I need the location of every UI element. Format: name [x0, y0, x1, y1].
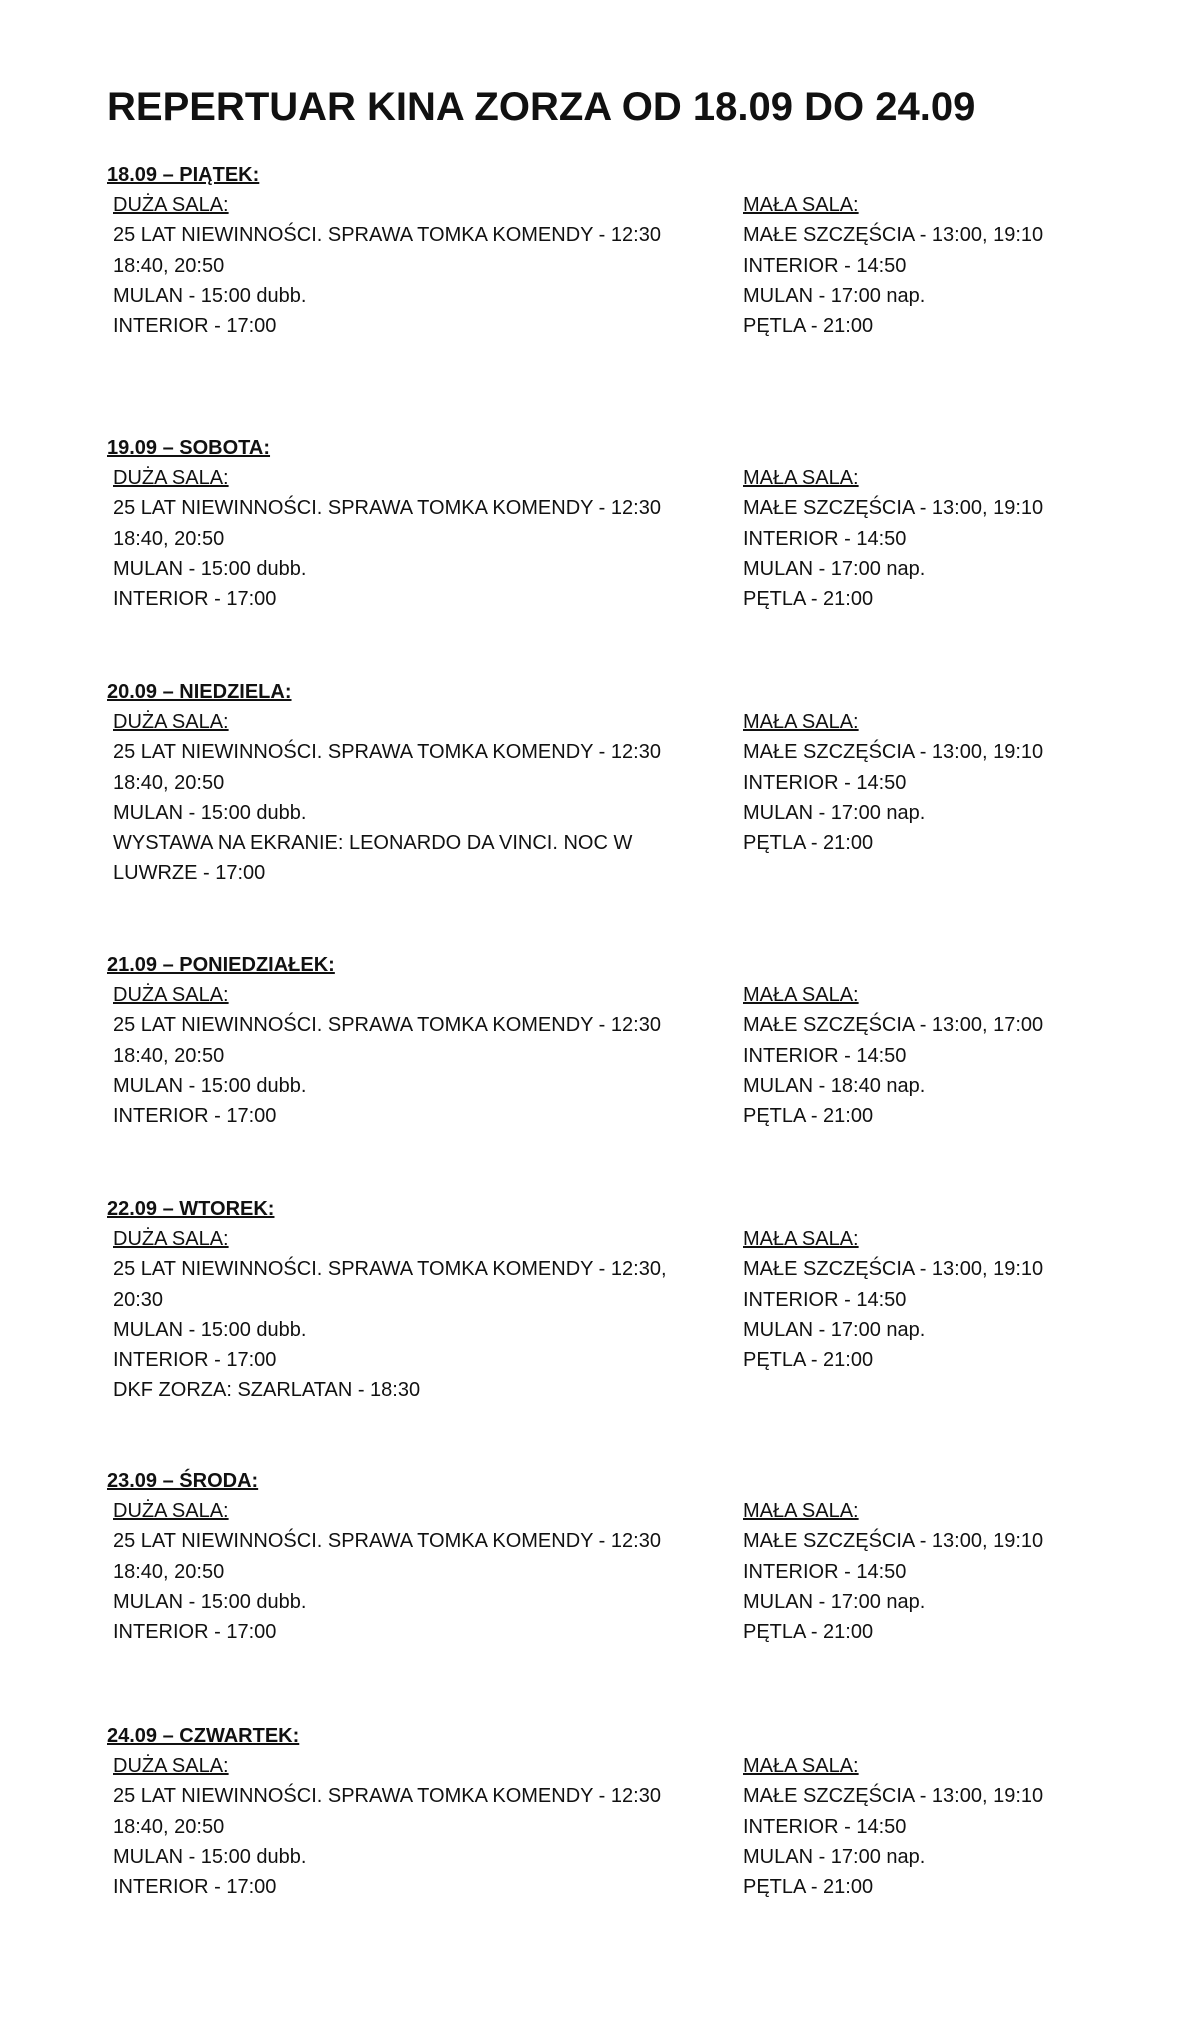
screening-line: INTERIOR - 14:50 — [743, 1288, 907, 1311]
day-heading: 21.09 – PONIEDZIAŁEK: — [107, 954, 335, 976]
screening-line: 25 LAT NIEWINNOŚCI. SPRAWA TOMKA KOMENDY - 12:30 — [113, 497, 661, 520]
screening-line: MAŁE SZCZĘŚCIA - 13:00, 19:10 — [743, 224, 1044, 247]
screening-line: 18:40, 20:50 — [113, 254, 225, 277]
large-hall-schedule — [113, 1496, 713, 1647]
screening-line: MAŁE SZCZĘŚCIA - 13:00, 19:10 — [743, 1785, 1044, 1808]
screening-line: MULAN - 15:00 dubb. — [113, 1074, 307, 1097]
large-hall-schedule — [113, 1224, 713, 1406]
screening-line: PĘTLA - 21:00 — [743, 832, 874, 855]
screening-line: INTERIOR - 14:50 — [743, 254, 907, 277]
large-hall-title: DUŻA SALA: — [113, 194, 229, 216]
screening-line: 18:40, 20:50 — [113, 1815, 225, 1838]
large-hall-title: DUŻA SALA: — [113, 984, 229, 1006]
day-heading: 20.09 – NIEDZIELA: — [107, 681, 292, 703]
screening-line: 18:40, 20:50 — [113, 771, 225, 794]
day-section — [107, 433, 1107, 623]
screening-line: 20:30 — [113, 1288, 164, 1311]
small-hall-schedule — [743, 980, 1103, 1131]
screening-line: MAŁE SZCZĘŚCIA - 13:00, 19:10 — [743, 741, 1044, 764]
screening-line: MULAN - 15:00 dubb. — [113, 557, 307, 580]
screening-line: PĘTLA - 21:00 — [743, 1349, 874, 1372]
screening-line: PĘTLA - 21:00 — [743, 1621, 874, 1644]
large-hall-schedule — [113, 463, 713, 614]
screening-line: MULAN - 17:00 nap. — [743, 284, 926, 307]
screening-line: MULAN - 15:00 dubb. — [113, 284, 307, 307]
screening-line: 25 LAT NIEWINNOŚCI. SPRAWA TOMKA KOMENDY - 12:30 — [113, 1014, 661, 1037]
screening-line: LUWRZE - 17:00 — [113, 862, 266, 885]
screening-line: 25 LAT NIEWINNOŚCI. SPRAWA TOMKA KOMENDY - 12:30 — [113, 1785, 661, 1808]
small-hall-title: MAŁA SALA: — [743, 1500, 859, 1522]
day-heading: 24.09 – CZWARTEK: — [107, 1725, 300, 1747]
screening-line: 25 LAT NIEWINNOŚCI. SPRAWA TOMKA KOMENDY - 12:30 — [113, 1530, 661, 1553]
small-hall-title: MAŁA SALA: — [743, 1228, 859, 1250]
screening-line: 18:40, 20:50 — [113, 1560, 225, 1583]
screening-line: INTERIOR - 17:00 — [113, 1349, 277, 1372]
day-heading: 23.09 – ŚRODA: — [107, 1470, 259, 1492]
screening-line: 25 LAT NIEWINNOŚCI. SPRAWA TOMKA KOMENDY - 12:30 — [113, 741, 661, 764]
screening-line: INTERIOR - 17:00 — [113, 315, 277, 338]
screening-line: PĘTLA - 21:00 — [743, 1876, 874, 1899]
screening-line: PĘTLA - 21:00 — [743, 588, 874, 611]
screening-line: MULAN - 15:00 dubb. — [113, 801, 307, 824]
small-hall-schedule — [743, 1496, 1103, 1647]
small-hall-title: MAŁA SALA: — [743, 1755, 859, 1777]
screening-line: MULAN - 18:40 nap. — [743, 1074, 926, 1097]
screening-line: MULAN - 17:00 nap. — [743, 1318, 926, 1341]
screening-line: MAŁE SZCZĘŚCIA - 13:00, 19:10 — [743, 1258, 1044, 1281]
large-hall-title: DUŻA SALA: — [113, 1228, 229, 1250]
large-hall-schedule — [113, 190, 713, 341]
screening-line: MULAN - 15:00 dubb. — [113, 1845, 307, 1868]
screening-line: DKF ZORZA: SZARLATAN - 18:30 — [113, 1379, 421, 1402]
large-hall-title: DUŻA SALA: — [113, 467, 229, 489]
small-hall-schedule — [743, 463, 1103, 614]
day-section — [107, 677, 1107, 897]
day-heading: 22.09 – WTOREK: — [107, 1198, 275, 1220]
screening-line: MAŁE SZCZĘŚCIA - 13:00, 19:10 — [743, 1530, 1044, 1553]
screening-line: INTERIOR - 17:00 — [113, 1876, 277, 1899]
small-hall-title: MAŁA SALA: — [743, 194, 859, 216]
day-section — [107, 950, 1107, 1140]
screening-line: 18:40, 20:50 — [113, 1044, 225, 1067]
day-heading: 19.09 – SOBOTA: — [107, 437, 271, 459]
day-section — [107, 1466, 1107, 1656]
screening-line: MULAN - 17:00 nap. — [743, 557, 926, 580]
screening-line: PĘTLA - 21:00 — [743, 315, 874, 338]
screening-line: 25 LAT NIEWINNOŚCI. SPRAWA TOMKA KOMENDY - 12:30, — [113, 1258, 667, 1281]
screening-line: INTERIOR - 17:00 — [113, 1621, 277, 1644]
large-hall-title: DUŻA SALA: — [113, 1755, 229, 1777]
day-heading: 18.09 – PIĄTEK: — [107, 164, 260, 186]
screening-line: MAŁE SZCZĘŚCIA - 13:00, 19:10 — [743, 497, 1044, 520]
small-hall-schedule — [743, 707, 1103, 858]
small-hall-title: MAŁA SALA: — [743, 711, 859, 733]
screening-line: 25 LAT NIEWINNOŚCI. SPRAWA TOMKA KOMENDY - 12:30 — [113, 224, 661, 247]
large-hall-schedule — [113, 980, 713, 1131]
small-hall-schedule — [743, 1751, 1103, 1902]
screening-line: INTERIOR - 14:50 — [743, 527, 907, 550]
screening-line: MULAN - 17:00 nap. — [743, 1845, 926, 1868]
screening-line: MAŁE SZCZĘŚCIA - 13:00, 17:00 — [743, 1014, 1044, 1037]
screening-line: MULAN - 15:00 dubb. — [113, 1318, 307, 1341]
screening-line: PĘTLA - 21:00 — [743, 1105, 874, 1128]
small-hall-schedule — [743, 190, 1103, 341]
screening-line: WYSTAWA NA EKRANIE: LEONARDO DA VINCI. NOC W — [113, 832, 633, 855]
day-section — [107, 1721, 1107, 1911]
screening-line: MULAN - 17:00 nap. — [743, 801, 926, 824]
screening-line: 18:40, 20:50 — [113, 527, 225, 550]
screening-line: MULAN - 15:00 dubb. — [113, 1590, 307, 1613]
screening-line: MULAN - 17:00 nap. — [743, 1590, 926, 1613]
screening-line: INTERIOR - 14:50 — [743, 771, 907, 794]
screening-line: INTERIOR - 17:00 — [113, 588, 277, 611]
large-hall-schedule — [113, 1751, 713, 1902]
screening-line: INTERIOR - 17:00 — [113, 1105, 277, 1128]
screening-line: INTERIOR - 14:50 — [743, 1815, 907, 1838]
large-hall-title: DUŻA SALA: — [113, 1500, 229, 1522]
screening-line: INTERIOR - 14:50 — [743, 1560, 907, 1583]
large-hall-title: DUŻA SALA: — [113, 711, 229, 733]
day-section — [107, 160, 1107, 350]
small-hall-title: MAŁA SALA: — [743, 467, 859, 489]
small-hall-schedule — [743, 1224, 1103, 1375]
small-hall-title: MAŁA SALA: — [743, 984, 859, 1006]
screening-line: INTERIOR - 14:50 — [743, 1044, 907, 1067]
day-section — [107, 1194, 1107, 1414]
page-title: REPERTUAR KINA ZORZA OD 18.09 DO 24.09 — [107, 85, 976, 129]
large-hall-schedule — [113, 707, 713, 889]
